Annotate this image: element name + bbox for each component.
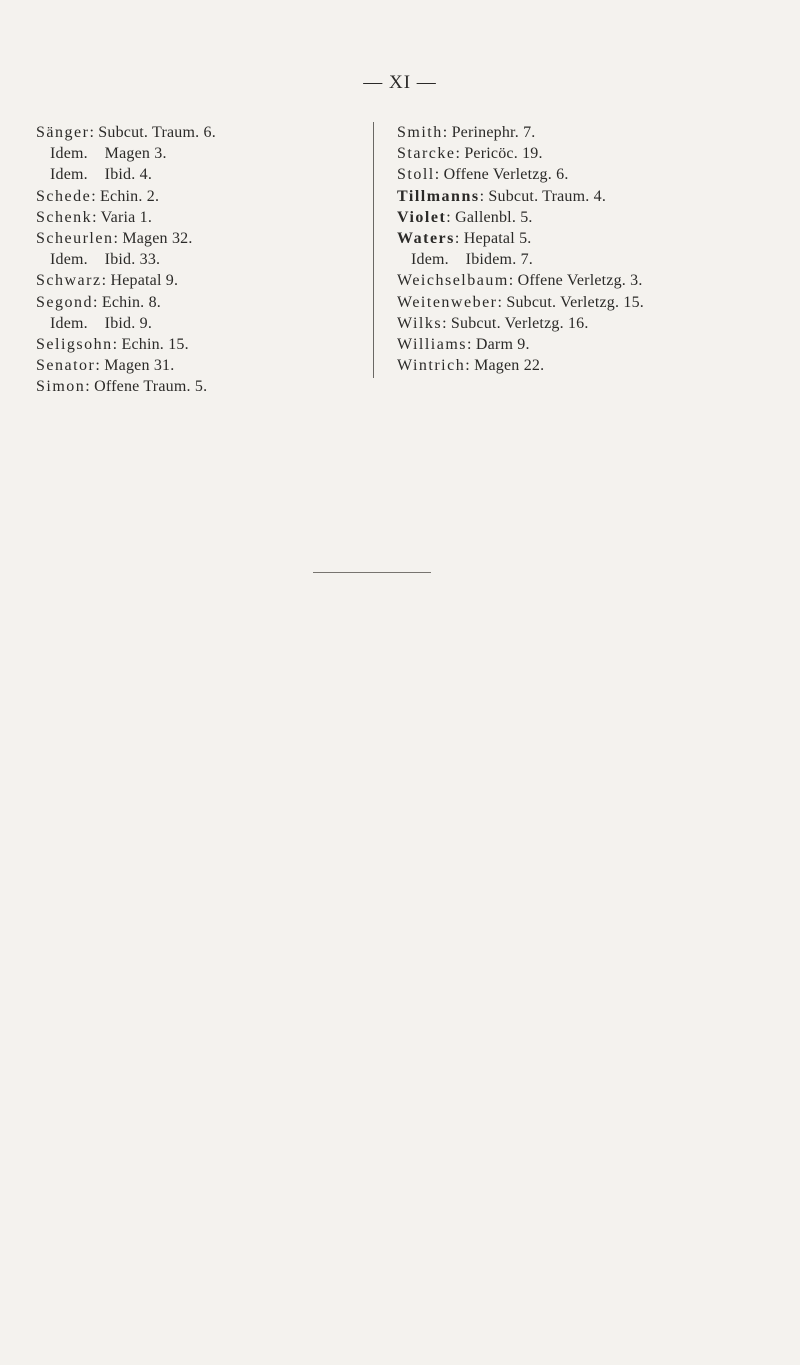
index-entry xyxy=(397,334,767,355)
index-entry xyxy=(36,143,376,164)
index-entry xyxy=(397,143,767,164)
index-entry xyxy=(397,249,767,270)
entry-reference: : Pericöc. 19. xyxy=(455,145,543,163)
entry-reference: : Subcut. Traum. 4. xyxy=(479,187,607,205)
index-entry xyxy=(397,122,767,143)
author-name: Weichselbaum xyxy=(397,272,509,290)
entry-reference: : Subcut. Verletzg. 15. xyxy=(497,293,645,311)
entry-reference: Idem. Magen 3. xyxy=(50,145,167,163)
index-entry xyxy=(36,228,376,249)
column-divider xyxy=(373,122,374,378)
author-name: Senator xyxy=(36,357,96,375)
author-name: Sänger xyxy=(36,124,90,141)
entry-reference: : Magen 32. xyxy=(113,230,193,248)
author-name: Williams xyxy=(397,336,468,354)
entry-reference: : Echin. 2. xyxy=(91,187,160,205)
index-entry xyxy=(36,334,376,355)
entry-reference: : Gallenbl. 5. xyxy=(446,208,533,226)
index-entry xyxy=(397,207,767,228)
entry-reference: : Darm 9. xyxy=(467,336,530,354)
index-entry xyxy=(36,292,376,313)
author-name: Wilks xyxy=(397,314,443,332)
index-column-right xyxy=(397,122,767,376)
author-name: Starcke xyxy=(397,145,456,163)
entry-reference: : Hepatal 5. xyxy=(454,230,532,248)
index-entry xyxy=(36,249,376,270)
author-name: Waters xyxy=(397,230,455,248)
footer-rule xyxy=(313,572,431,573)
author-name: Schwarz xyxy=(36,272,102,290)
index-entry xyxy=(36,186,376,207)
index-entry xyxy=(397,186,767,207)
author-name: Stoll xyxy=(397,166,435,184)
entry-reference: : Offene Verletzg. 3. xyxy=(508,272,643,290)
index-entry xyxy=(397,292,767,313)
entry-reference: : Echin. 15. xyxy=(112,336,189,354)
author-name: Weitenweber xyxy=(397,293,498,311)
author-name: Scheurlen xyxy=(36,230,114,248)
entry-reference: : Hepatal 9. xyxy=(101,272,179,290)
entry-reference: : Magen 31. xyxy=(95,357,175,375)
index-entry xyxy=(397,270,767,291)
index-entry xyxy=(36,270,376,291)
entry-reference: : Perinephr. 7. xyxy=(442,124,536,141)
entry-reference: : Varia 1. xyxy=(92,208,153,226)
author-name: Simon xyxy=(36,378,86,396)
author-name: Tillmanns xyxy=(397,187,480,205)
index-entry xyxy=(36,355,376,376)
entry-reference: Idem. Ibid. 9. xyxy=(50,314,153,332)
index-column-left xyxy=(36,122,376,398)
index-entry xyxy=(397,228,767,249)
entry-reference: : Subcut. Verletzg. 16. xyxy=(442,314,589,332)
entry-reference: Idem. Ibid. 33. xyxy=(50,251,161,269)
author-name: Seligsohn xyxy=(36,336,113,354)
author-name: Smith xyxy=(397,124,443,141)
index-entry xyxy=(36,164,376,185)
entry-reference: : Offene Verletzg. 6. xyxy=(434,166,569,184)
entry-reference: : Magen 22. xyxy=(465,357,545,375)
author-name: Segond xyxy=(36,293,93,311)
author-name: Violet xyxy=(397,208,447,226)
index-entry xyxy=(36,376,376,397)
entry-reference: : Offene Traum. 5. xyxy=(85,378,208,396)
entry-reference: : Subcut. Traum. 6. xyxy=(89,124,216,141)
index-entry xyxy=(397,313,767,334)
entry-reference: Idem. Ibidem. 7. xyxy=(411,251,533,269)
author-name: Wintrich xyxy=(397,357,466,375)
author-name: Schede xyxy=(36,187,92,205)
entry-reference: : Echin. 8. xyxy=(93,293,161,311)
index-entry xyxy=(397,164,767,185)
index-entry xyxy=(397,355,767,376)
entry-reference: Idem. Ibid. 4. xyxy=(50,166,153,184)
page-number: — XI — xyxy=(363,72,437,93)
index-entry xyxy=(36,207,376,228)
index-entry xyxy=(36,122,376,143)
index-entry xyxy=(36,313,376,334)
author-name: Schenk xyxy=(36,208,93,226)
